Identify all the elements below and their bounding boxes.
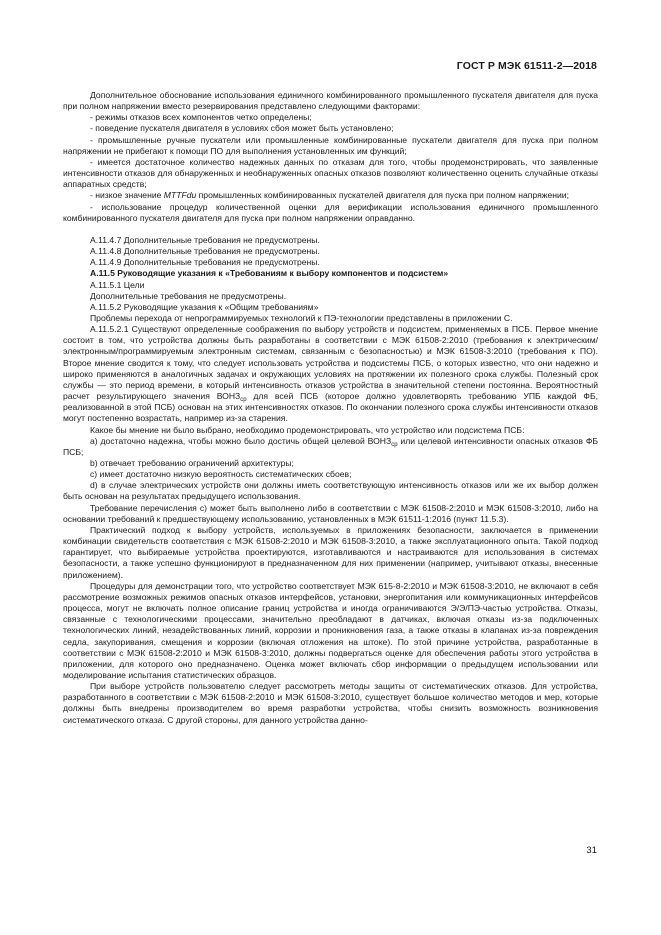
paragraph: Дополнительные требования не предусмотрены. [90,290,287,301]
list-item-text: промышленных комбинированных пускателей двигателя для пуска при полном напряжении; [196,190,569,201]
paragraph: Дополнительное обоснование использования единичного комбинированного промышленного пускателя двигателя для пуска при полном напряжении вместо резервирования представлено следующими факторами: [63,90,598,112]
subscript: ср [391,441,398,448]
paragraph: При выборе устройств пользователю следует рассмотреть методы защиты от систематических отказов. Для устройства, разработанного в соответствии с МЭК 61508-2:2010 и МЭК 61508-3:2010, существует большое количество методов и мер, которые должны быть внедрены производителем во время разработки устройства, чтобы снизить возможность возникновения систематического отказа. С другой стороны, для данного устройства данно- [63,681,598,725]
list-item-c: c) имеет достаточно низкую вероятность систематических сбоев; [90,469,352,480]
list-item-text: а) достаточно надежна, чтобы можно было достичь общей целевой ВОНЗ [90,435,392,446]
clause-a1147: А.11.4.7 Дополнительные требования не предусмотрены. [90,234,320,245]
list-item-b: b) отвечает требованию ограничений архитектуры; [90,458,294,468]
list-item: - промышленные ручные пускатели или промышленные комбинированные пускатели двигателя для пуска при полном напряжении не прибегают к помощи ПО для выполнения установленных им функций; [63,134,598,156]
document-header: ГОСТ Р МЭК 61511-2—2018 [456,60,597,72]
list-item-text: - низкое значение [90,190,164,201]
paragraph: Какое бы мнение ни было выбрано, необходимо продемонстрировать, что устройство или подсистема ПСБ: [90,424,525,435]
paragraph: Практический подход к выбору устройств, используемых в приложениях безопасности, заключается в применении комбинации свидетельств соответствия с МЭК 61508-2:2010 и МЭК 61508-3:2010, а также эксплуатационного опыта. Такой подход гарантирует, что выбираемые устройства проектируются, изготавливаются и настраиваются для использования в системах безопасности, а также успешно функционируют в предназначенном для них применении (например, учитывают отказы, внесенные приложением). [63,524,598,580]
clause-a1152: А.11.5.2 Руководящие указания к «Общим требованиям» [90,301,319,312]
spacer [63,224,598,235]
clause-a1151: А.11.5.1 Цели [90,279,145,290]
paragraph: Проблемы перехода от непрограммируемых технологий к ПЭ-технологии представлены в приложении С. [90,312,513,323]
subscript: ср [240,397,247,404]
page-number: 31 [586,845,597,856]
paragraph-text: А.11.5.2.1 Существуют определенные соображения по выбору устройств и подсистем, применяемых в ПСБ. Первое мнение состоит в том, что устройства должны быть разработаны в соответствии с МЭК 61508-2:2010 (требования к электрическим/электронным/программируемым электронным системам, связанным с безопасностью) и МЭК 61508-3:2010 (требования к ПО). Второе мнение сводится к тому, что следует использовать устройства и подсистемы ПСБ, о которых известно, что они надежно и широко применяются в аналогичных задачах и окружающих условиях на протяжении их полезного срока службы. Полезный срок службы — это период времени, в который интенсивность отказов устройства в значительной степени постоянна. Вероятностный расчет результирующего значения ВОНЗ [63,324,598,402]
paragraph-text: для всей ПСБ (которое должно удовлетворять требованию УПБ каждой ФБ, реализованной в этой ПСБ) основан на этих интенсивностях отказов. По окончании полезного срока службы интенсивности отказов могут постепенно возрастать, например из-за старения. [63,391,598,424]
list-item-text: или целевой интенсивности опасных отказов ФБ ПСБ; [63,435,598,457]
list-item: - использование процедур количественной оценки для верификации использования единичного промышленного комбинированного пускателя двигателя для пуска при полном напряжении оправданно. [63,201,598,223]
mttf-term: MTTFdu [163,190,197,201]
clause-a1148: А.11.4.8 Дополнительные требования не предусмотрены. [90,246,320,257]
list-item: - поведение пускателя двигателя в условиях сбоя может быть установлено; [90,123,394,134]
clause-a11521 [63,324,598,424]
document-body [63,90,598,726]
list-item: - имеется достаточное количество надежных данных по отказам для того, чтобы продемонстрировать, что заявленные интенсивности отказов для обнаруженных и необнаруженных опасных отказов позволяют количественно оценить случайные отказы аппаратных средств; [63,156,598,190]
paragraph: Требование перечисления с) может быть выполнено либо в соответствии с МЭК 61508-2:2010 и МЭК 61508-3:2010, либо на основании требований к предшествующему использованию, установленных в МЭК 61511-1:2016 (пункт 11.5.3). [63,502,598,524]
list-item: - режимы отказов всех компонентов четко определены; [90,112,312,123]
paragraph: Процедуры для демонстрации того, что устройство соответствует МЭК 615-8-2:2010 и МЭК 61508-3:2010, не включают в себя рассмотрение возможных режимов опасных отказов интерфейсов, установки, энергопитания или коммуникационных интерфейсов процесса, могут не включать полное описание границ устройства и иногда ограничиваются Э/Э/ПЭ-частью устройства. Отказы, связанные с технологическими процессами, значительно преобладают в датчиках, включая отказы из-за подключенных технологических линий, незадействованных линий, коррозии и проникновения газа, а также отказы в клапанах из-за повреждения седла, закупоривания, смещения и коррозии (включая отложения на штоке). По этой причине устройства, разработанные в соответствии с МЭК 61508-2:2010 и МЭК 61508-3:2010, должны подвергаться оценке для обеспечения работы этого устройства в приложении, для которого оно предназначено. Оценка может включать сбор информации о предыдущем использовании или моделирование испытания статистических образцов. [63,580,598,680]
section-heading-a115: А.11.5 Руководящие указания к «Требованиям к выбору компонентов и подсистем» [90,268,449,279]
clause-a1149: А.11.4.9 Дополнительные требования не предусмотрены. [90,257,320,268]
list-item-d: d) в случае электрических устройств они должны иметь соответствующую интенсивность отказов или же их выбор должен быть основан на результатах предыдущего использования. [63,480,598,502]
list-item-a [63,436,598,458]
list-item [63,190,598,201]
